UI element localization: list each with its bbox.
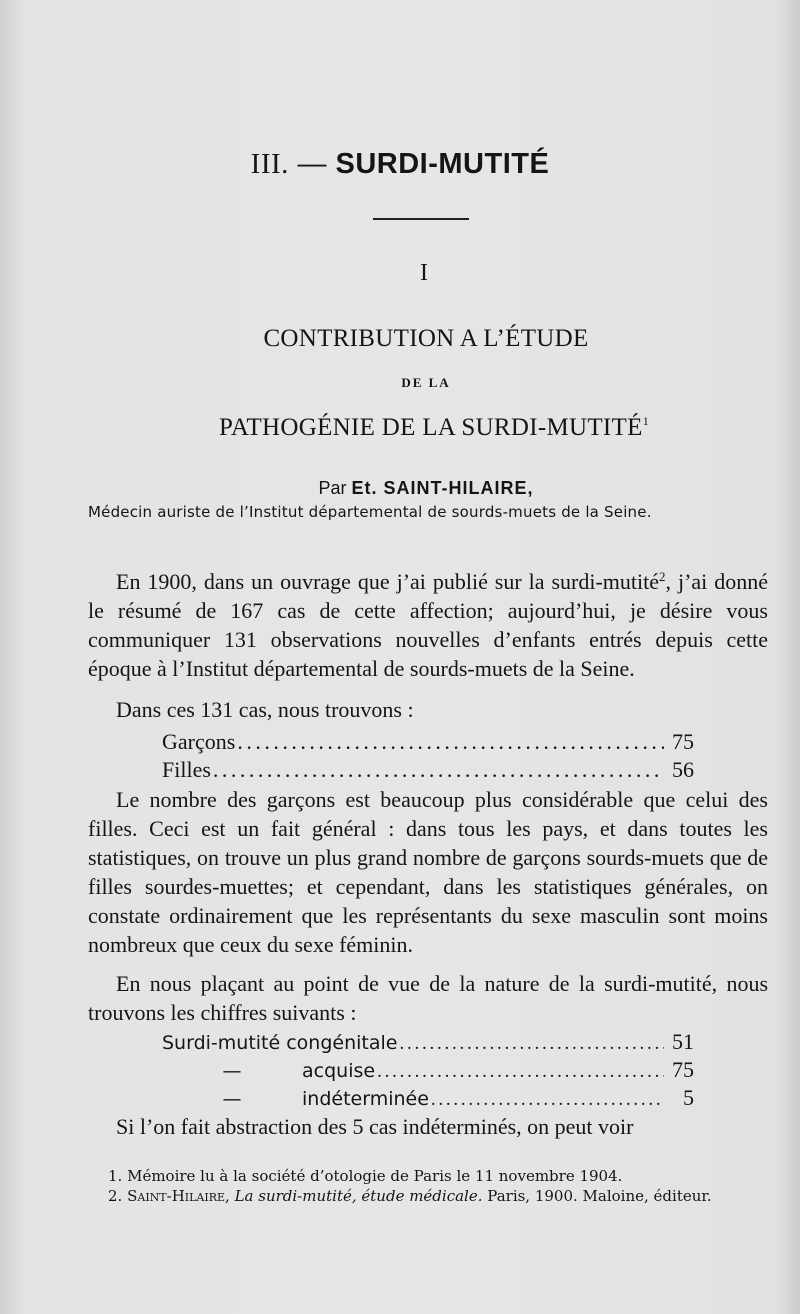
chapter-dash: — — [297, 148, 327, 180]
heading-rule — [373, 218, 469, 220]
paragraph-1 — [88, 562, 768, 683]
footnote-ref-1[interactable]: 1 — [642, 414, 650, 428]
sex-table-row — [162, 755, 694, 784]
paragraph-5-text: Si l’on fait abstraction des 5 cas indéterminés, on peut voir — [116, 1114, 634, 1139]
article-title-line2: DE LA — [401, 375, 451, 390]
author-affiliation: Médecin auriste de l’Institut départemental de sourds-muets de la Seine. — [88, 503, 652, 521]
section-number: I — [420, 260, 428, 286]
chapter-heading — [0, 148, 800, 181]
nature-table-row — [162, 1083, 694, 1112]
footnote-1: 1. Mémoire lu à la société d’otologie de Paris le 11 novembre 1904. — [108, 1167, 623, 1185]
leader-dots — [213, 755, 664, 784]
footnote-2-number: 2. — [108, 1187, 123, 1205]
row-value: 51 — [672, 1029, 694, 1054]
paragraph-3-text: Le nombre des garçons est beaucoup plus considérable que celui des filles. Ceci est un fait général : dans tous les pays, et dans toutes les statistiques, on trouve un plus grand nombre de garçons sourds-muets que de filles sourdes-muettes; et cependant, dans les statistiques générales, on constate ordinairement que les représentants du sexe masculin sont moins nombreux que ceux du sexe féminin. — [88, 787, 768, 957]
footnote-2-publisher: Paris, 1900. Maloine, éditeur. — [487, 1187, 712, 1205]
leader-dots — [237, 727, 664, 756]
nature-table-row — [162, 1055, 694, 1084]
byline-prefix: Par — [318, 478, 347, 498]
footnote-ref-2[interactable]: 2 — [659, 569, 666, 584]
footnote-2-title: La surdi-mutité, étude médicale. — [234, 1187, 483, 1205]
paragraph-1-text-a: En 1900, dans un ouvrage que j’ai publié sur la surdi-mutité — [116, 569, 659, 594]
paragraph-4 — [88, 969, 768, 1027]
leader-dots — [377, 1057, 664, 1086]
row-value: 56 — [672, 757, 694, 782]
byline — [0, 478, 800, 499]
row-label: indéterminée — [302, 1088, 429, 1110]
article-title-line3 — [0, 414, 800, 442]
ditto-dash: — — [222, 1088, 242, 1110]
footnotes — [88, 1166, 768, 1206]
paragraph-5 — [88, 1112, 768, 1141]
ditto-dash: — — [222, 1060, 242, 1082]
row-label: Garçons — [162, 729, 236, 754]
leader-dots — [399, 1029, 664, 1058]
paragraph-3 — [88, 785, 768, 959]
article-title-text: PATHOGÉNIE DE LA SURDI-MUTITÉ — [218, 414, 643, 441]
author-name: Et. SAINT-HILAIRE, — [351, 478, 534, 498]
row-label: Surdi-mutité congénitale — [162, 1032, 398, 1054]
paragraph-2 — [88, 695, 768, 724]
row-label: acquise — [302, 1060, 376, 1082]
footnote-2 — [88, 1186, 768, 1206]
leader-dots — [431, 1085, 664, 1114]
row-value: 75 — [672, 729, 694, 754]
sex-table-row — [162, 727, 694, 756]
paragraph-1-text-b: , j’ai donné le résumé de 167 cas de cette affection; aujourd’hui, je désire vous communiquer 131 observations nouvelles d’enfants entrés depuis cette époque à l’Institut départemental de sourds-muets de la Seine. — [88, 569, 768, 681]
chapter-number: III. — [250, 148, 289, 180]
row-value: 5 — [683, 1085, 694, 1110]
article-title-line1: CONTRIBUTION A L’ÉTUDE — [263, 325, 589, 352]
chapter-title: SURDI-MUTITÉ — [335, 148, 550, 180]
nature-table-row — [162, 1027, 694, 1056]
footnote-2-author: Saint-Hilaire, — [127, 1187, 230, 1205]
row-label: Filles — [162, 757, 211, 782]
paragraph-4-text: En nous plaçant au point de vue de la nature de la surdi-mutité, nous trouvons les chiffres suivants : — [88, 971, 768, 1025]
paragraph-2-text: Dans ces 131 cas, nous trouvons : — [116, 697, 414, 722]
row-value: 75 — [672, 1057, 694, 1082]
